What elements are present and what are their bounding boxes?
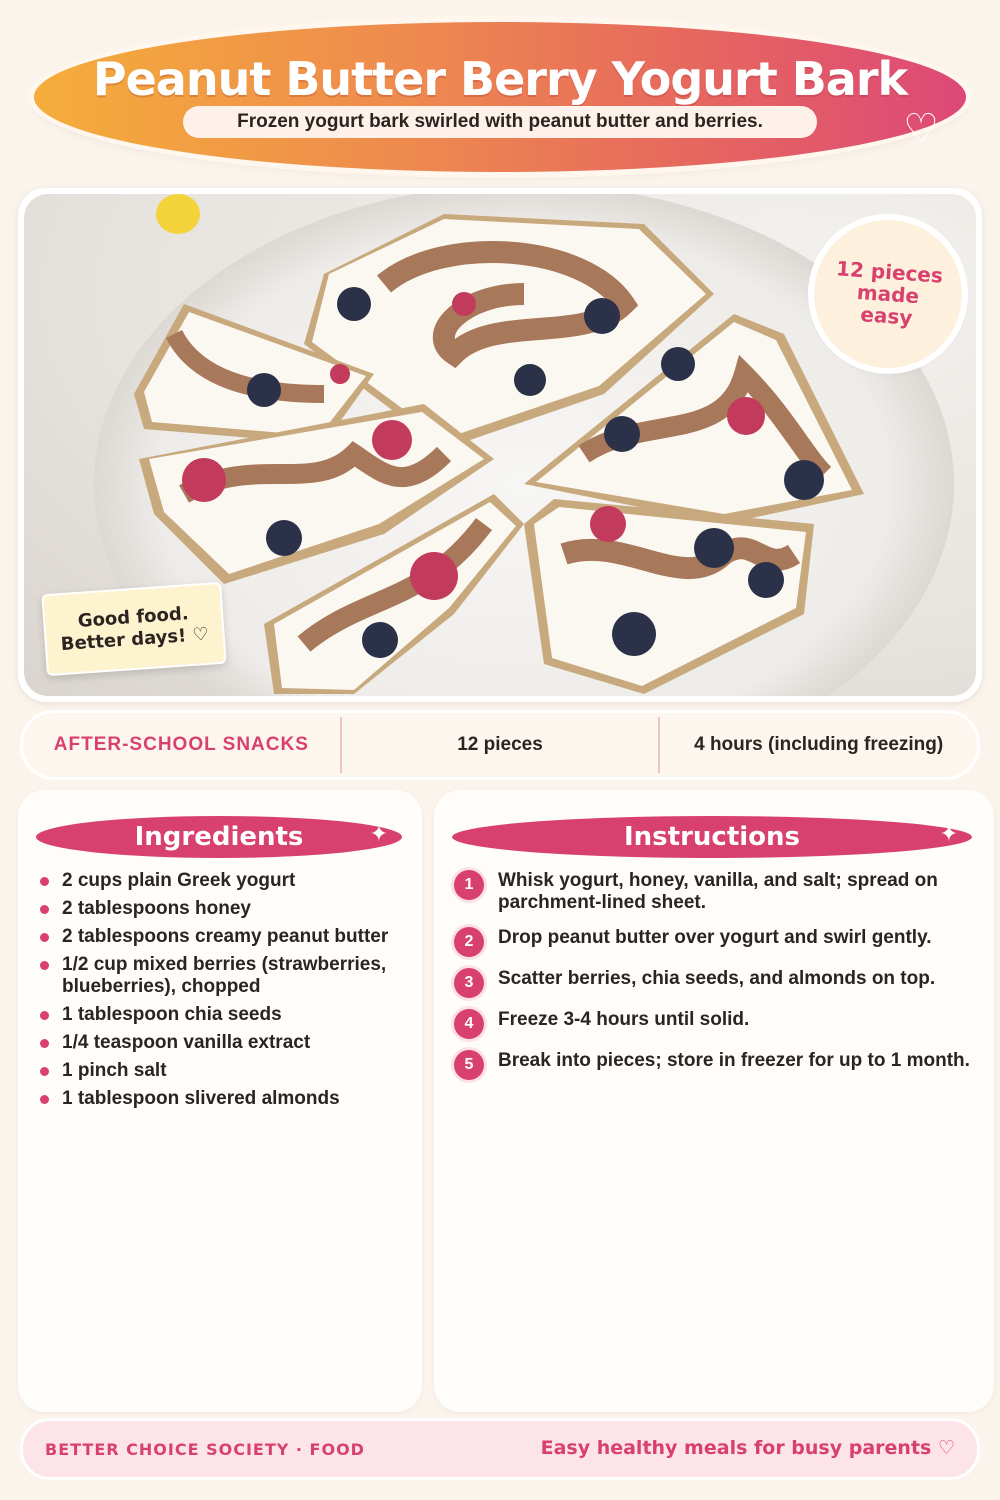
footer: [20, 1418, 980, 1480]
servings-badge: [814, 220, 962, 368]
instruction-step: [454, 968, 974, 996]
recipe-photo-frame: [18, 188, 982, 702]
heart-outline-icon: ♡: [903, 106, 939, 152]
sticky-note: [41, 582, 226, 676]
step-number-badge: 2: [454, 927, 484, 957]
instructions-heading: Instructions: [623, 822, 801, 852]
step-text: Whisk yogurt, honey, vanilla, and salt; spread on parchment-lined sheet.: [498, 870, 938, 913]
instruction-step: [454, 870, 974, 914]
ingredients-list: [40, 870, 400, 1116]
step-text: Drop peanut butter over yogurt and swirl gently.: [498, 927, 932, 948]
instructions-heading-pill: [452, 816, 972, 858]
ingredient-item: 1/2 cup mixed berries (strawberries, blueberries), chopped: [40, 954, 400, 998]
step-text: Freeze 3-4 hours until solid.: [498, 1009, 750, 1030]
step-number-badge: 5: [454, 1050, 484, 1080]
ingredient-item: 1 pinch salt: [40, 1060, 400, 1082]
ingredient-item: 2 cups plain Greek yogurt: [40, 870, 400, 892]
ingredients-card: [18, 790, 422, 1412]
step-number-badge: 1: [454, 870, 484, 900]
recipe-photo: [24, 194, 976, 696]
instructions-list: [454, 870, 974, 1091]
step-text: Scatter berries, chia seeds, and almonds on top.: [498, 968, 936, 989]
ingredient-item: 1 tablespoon chia seeds: [40, 1004, 400, 1026]
recipe-meta-strip: [20, 710, 980, 780]
footer-brand: BETTER CHOICE SOCIETY · FOOD: [45, 1440, 365, 1459]
sparkle-icon: ✦: [939, 822, 958, 847]
instruction-step: [454, 1009, 974, 1037]
header-banner: [28, 16, 972, 184]
step-number-badge: 4: [454, 1009, 484, 1039]
page-title: Peanut Butter Berry Yogurt Bark: [92, 52, 908, 106]
instructions-card: [434, 790, 994, 1412]
servings-badge-text: 12 pieces made easy: [835, 256, 944, 330]
ingredient-item: 1 tablespoon slivered almonds: [40, 1088, 400, 1110]
sparkle-icon: ✦: [369, 822, 388, 847]
ingredient-item: 1/4 teaspoon vanilla extract: [40, 1032, 400, 1054]
instruction-step: [454, 927, 974, 955]
step-text: Break into pieces; store in freezer for up to 1 month.: [498, 1050, 970, 1071]
footer-tagline: Easy healthy meals for busy parents ♡: [540, 1437, 955, 1459]
recipe-time: 4 hours (including freezing): [658, 717, 977, 773]
ingredients-heading-pill: [36, 816, 402, 858]
ingredient-item: 2 tablespoons creamy peanut butter: [40, 926, 400, 948]
ingredient-item: 2 tablespoons honey: [40, 898, 400, 920]
page-subtitle: Frozen yogurt bark swirled with peanut butter and berries.: [183, 106, 817, 138]
instruction-step: [454, 1050, 974, 1078]
sticky-note-text: Good food. Better days! ♡: [60, 603, 210, 656]
step-number-badge: 3: [454, 968, 484, 998]
recipe-category: AFTER-SCHOOL SNACKS: [53, 733, 309, 755]
ingredients-heading: Ingredients: [134, 822, 304, 852]
recipe-servings: 12 pieces: [340, 717, 659, 773]
